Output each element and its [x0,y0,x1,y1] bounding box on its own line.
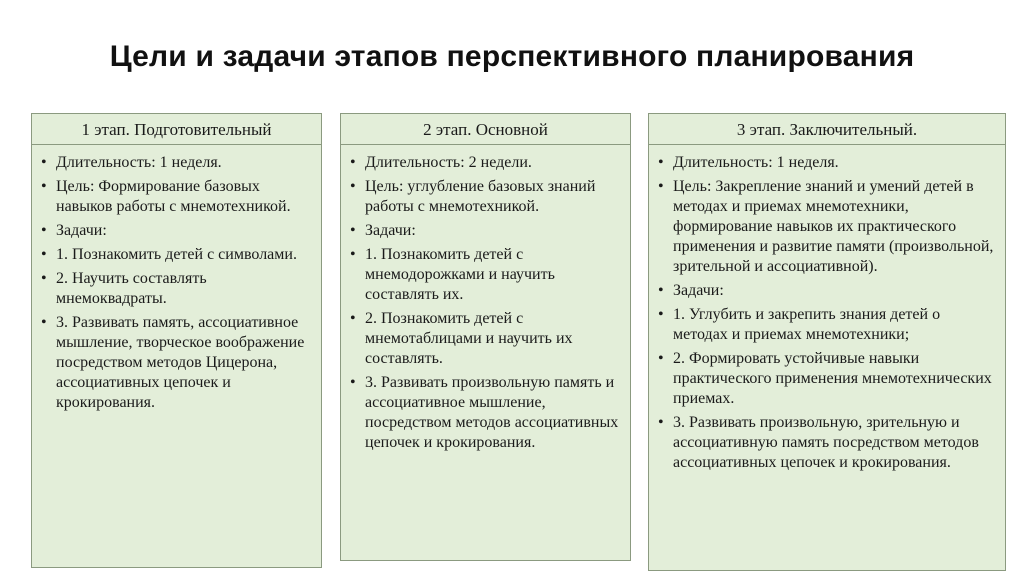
list-item: • 3. Развивать произвольную, зрительную и ассоциативную память посредством методов ассоциативных цепочек и крокирования. [657,413,997,473]
stage-1-list [32,145,321,413]
list-item: • Длительность: 1 неделя. [657,153,997,173]
list-item: • Цель: Закрепление знаний и умений детей в методах и приемах мнемотехники, формирование навыков их практического применения и развитие памяти (произвольной, зрительной и ассоциативной). [657,177,997,277]
list-item: • Задачи: [657,281,997,301]
stage-3-header: 3 этап. Заключительный. [649,114,1005,145]
list-item: • 3. Развивать произвольную память и ассоциативное мышление, посредством методов ассоциативных цепочек и крокирования. [349,373,622,453]
list-item: • Длительность: 2 недели. [349,153,622,173]
list-item: • 2. Познакомить детей с мнемотаблицами и научить их составлять. [349,309,622,369]
stage-2-header: 2 этап. Основной [341,114,630,145]
stage-3-list [649,145,1005,473]
list-item: • Цель: углубление базовых знаний работы с мнемотехникой. [349,177,622,217]
list-item: • Задачи: [40,221,313,241]
stage-3-column [648,113,1006,571]
list-item: • Задачи: [349,221,622,241]
list-item: • 2. Научить составлять мнемоквадраты. [40,269,313,309]
stage-2-column [340,113,631,561]
list-item: • 1. Углубить и закрепить знания детей о методах и приемах мнемотехники; [657,305,997,345]
stage-2-list [341,145,630,453]
list-item: • 1. Познакомить детей с мнемодорожками и научить составлять их. [349,245,622,305]
list-item: • 2. Формировать устойчивые навыки практического применения мнемотехнических приемах. [657,349,997,409]
list-item: • Цель: Формирование базовых навыков работы с мнемотехникой. [40,177,313,217]
list-item: • 1. Познакомить детей с символами. [40,245,313,265]
list-item: • Длительность: 1 неделя. [40,153,313,173]
list-item: • 3. Развивать память, ассоциативное мышление, творческое воображение посредством методов Цицерона, ассоциативных цепочек и крокирования. [40,313,313,413]
stage-1-header: 1 этап. Подготовительный [32,114,321,145]
stage-1-column [31,113,322,568]
page-title: Цели и задачи этапов перспективного планирования [109,40,915,73]
